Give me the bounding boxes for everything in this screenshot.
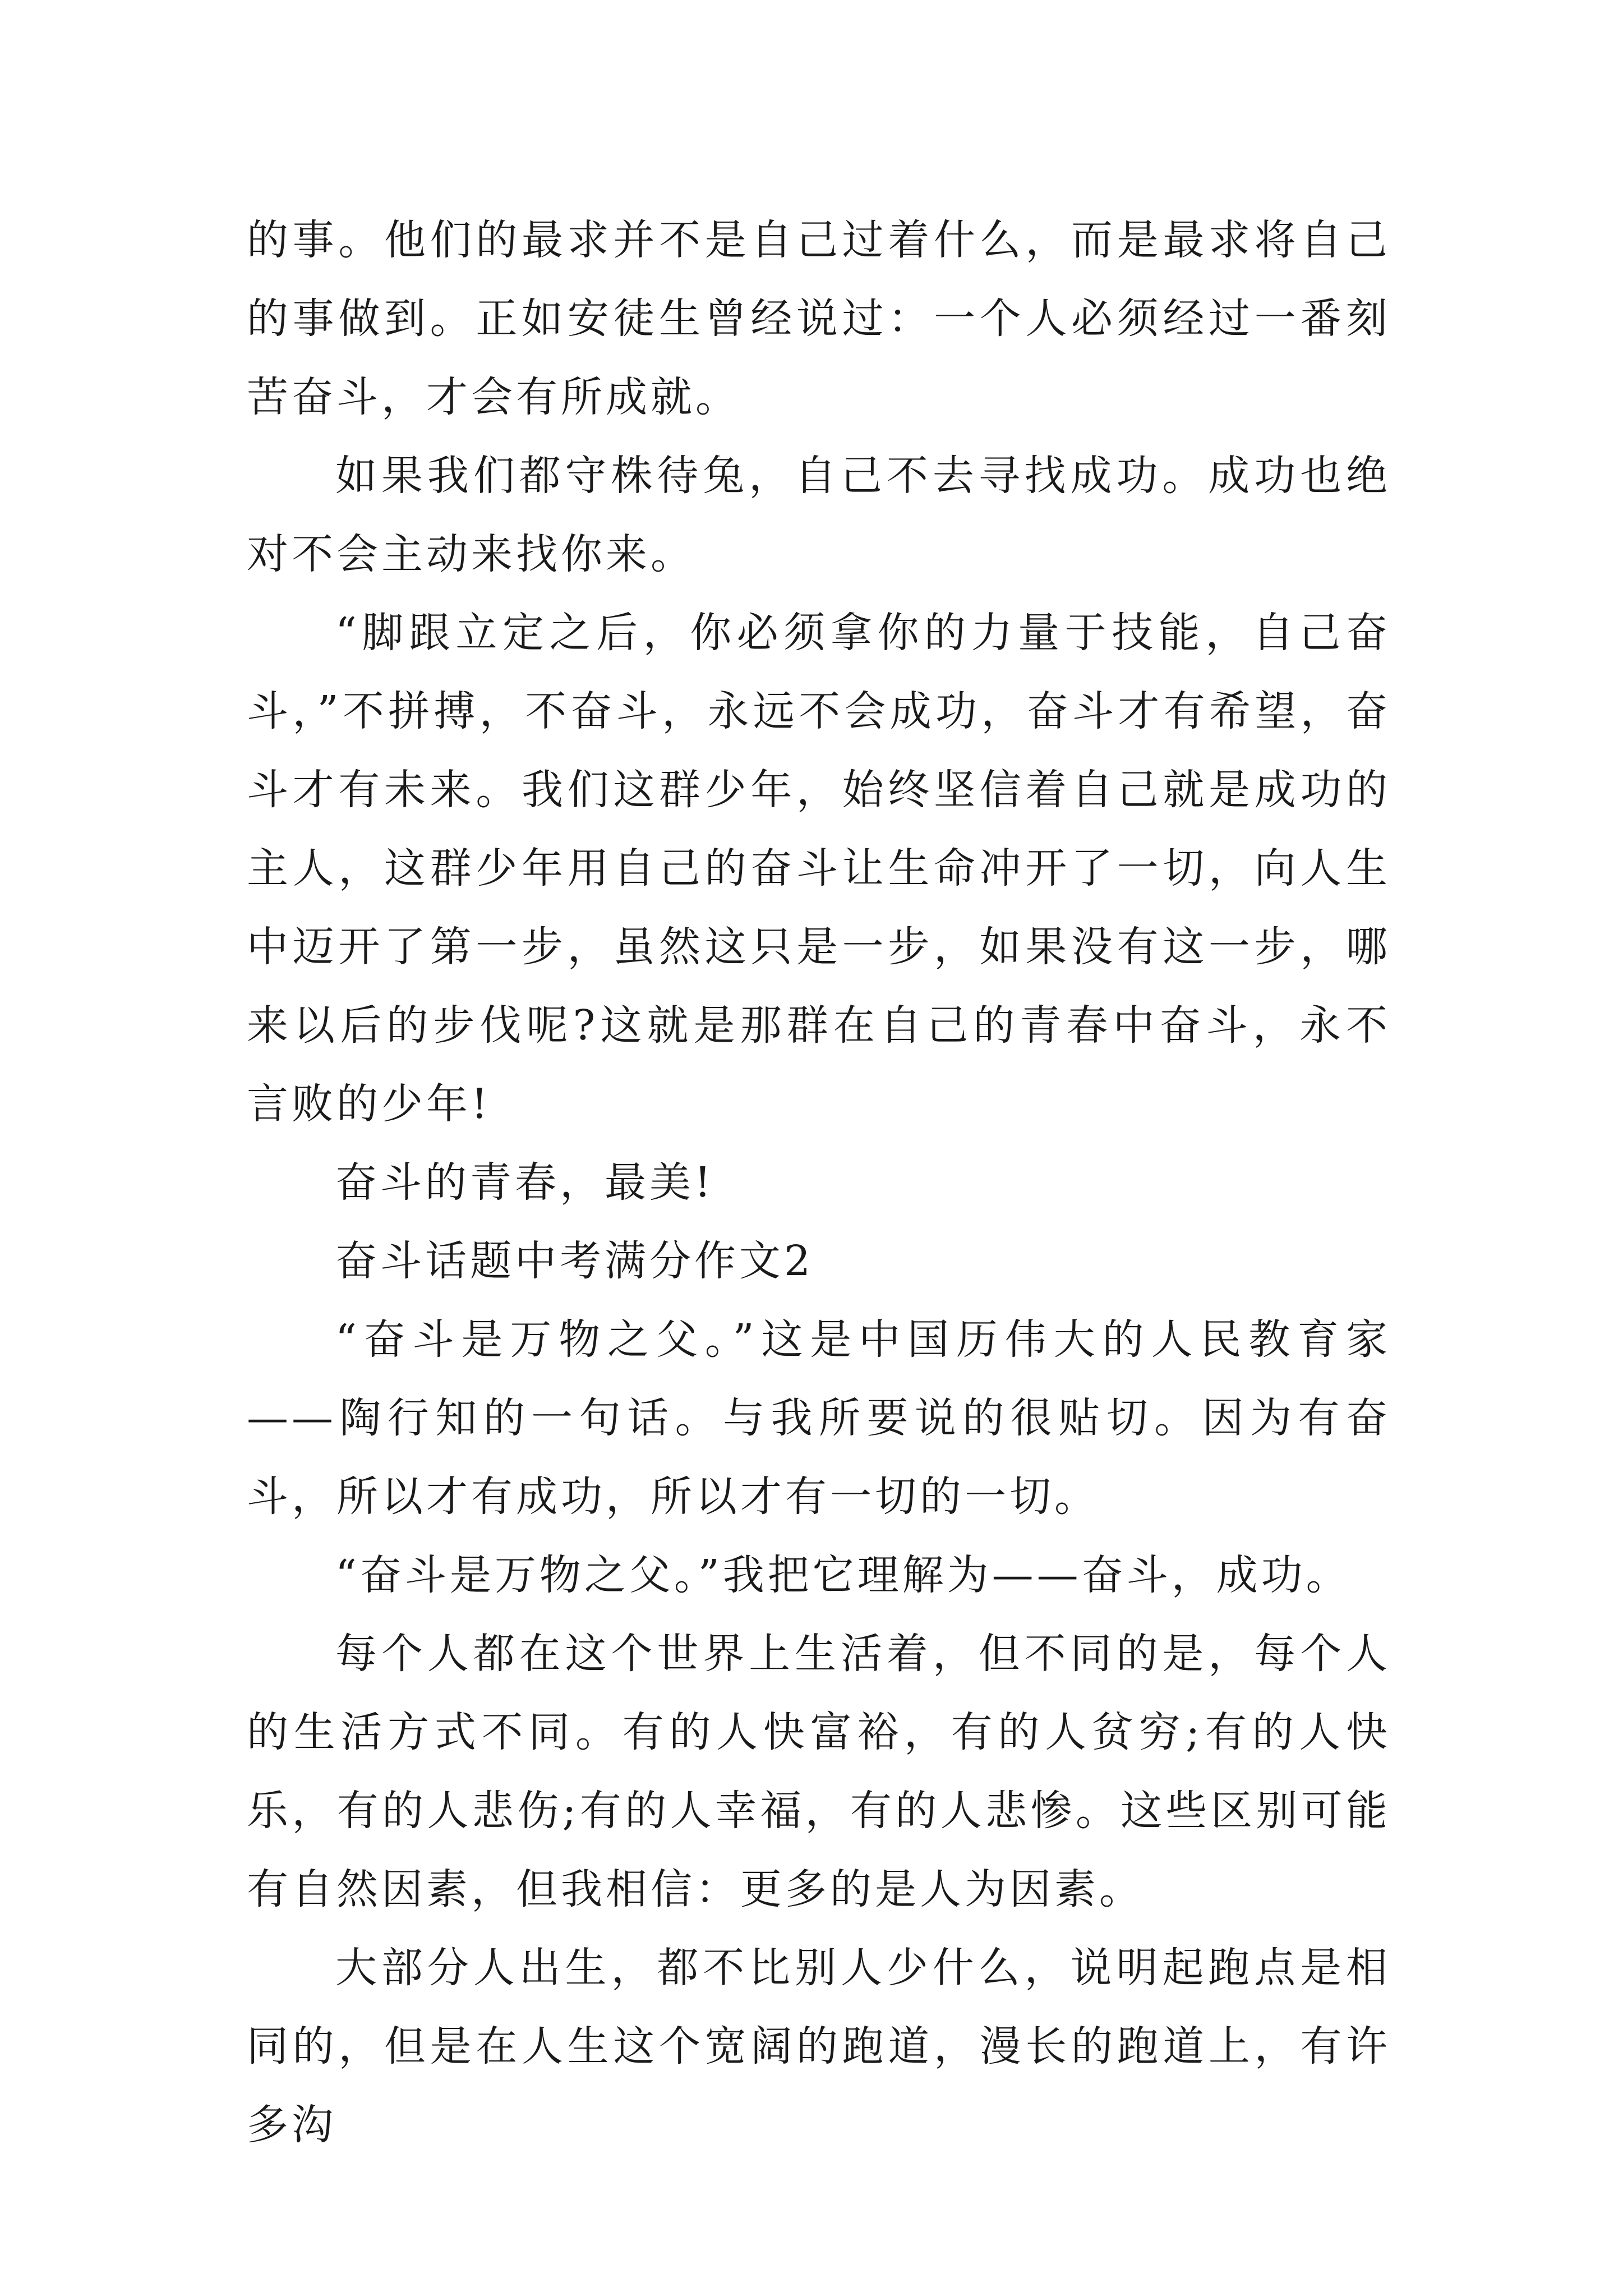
paragraph: 如果我们都守株待兔，自己不去寻找成功。成功也绝对不会主动来找你来。 xyxy=(247,452,1391,578)
paragraph-quote: “脚跟立定之后，你必须拿你的力量于技能，自己奋斗，”不拼搏，不奋斗，永远不会成功，奋斗才有希望，奋斗才有未来。我们这群少年，始终坚信着自己就是成功的主人，这群少年用自己的奋斗让生命冲开了一切，向人生中迈开了第一步，虽然这只是一步，如果没有这一步，哪来以后的步伐呢?这就是那群在自己的青春中奋斗，永不言败的少年! xyxy=(247,609,1391,1128)
document-body xyxy=(247,201,1391,2164)
paragraph-quote: “奋斗是万物之父。”我把它理解为——奋斗，成功。 xyxy=(335,1551,1351,1599)
paragraph: 每个人都在这个世界上生活着，但不同的是，每个人的生活方式不同。有的人快富裕，有的人贫穷;有的人快乐，有的人悲伤;有的人幸福，有的人悲惨。这些区别可能有自然因素，但我相信：更多的是人为因素。 xyxy=(247,1630,1391,1913)
paragraph-continuation: 的事。他们的最求并不是自己过着什么，而是最求将自己的事做到。正如安徒生曾经说过：一个人必须经过一番刻苦奋斗，才会有所成就。 xyxy=(247,216,1391,421)
essay-title: 奋斗话题中考满分作文2 xyxy=(335,1237,814,1285)
paragraph: 大部分人出生，都不比别人少什么，说明起跑点是相同的，但是在人生这个宽阔的跑道，漫长的跑道上，有许多沟 xyxy=(247,1944,1391,2149)
paragraph-conclusion: 奋斗的青春，最美! xyxy=(335,1158,714,1207)
paragraph-quote: “奋斗是万物之父。”这是中国历伟大的人民教育家——陶行知的一句话。与我所要说的很贴切。因为有奋斗，所以才有成功，所以才有一切的一切。 xyxy=(247,1315,1391,1521)
